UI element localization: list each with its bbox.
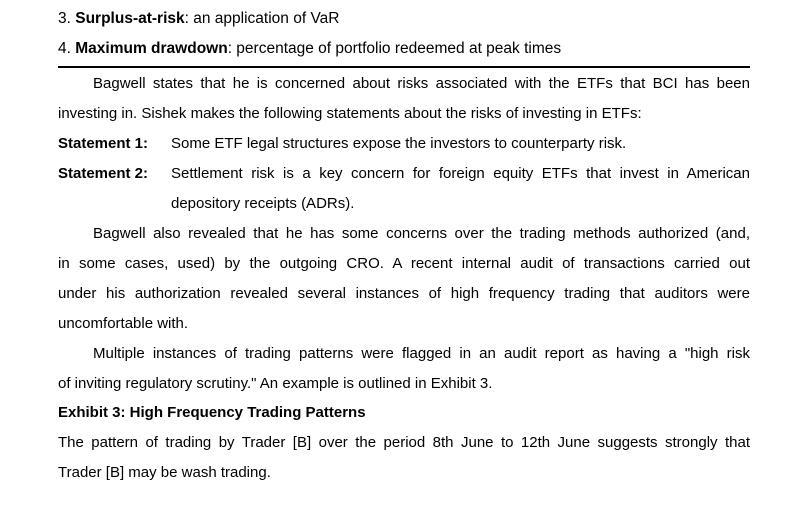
list-description: : percentage of portfolio redeemed at peak times xyxy=(227,40,562,57)
section-divider xyxy=(58,66,750,68)
paragraph-2-line-2: in some cases, used) by the outgoing CRO. A recent internal audit of transactions carried out xyxy=(58,255,750,272)
statement-label-colon: : xyxy=(143,165,149,182)
statement-1-label xyxy=(58,134,148,154)
statement-2-text-line-2: depository receipts (ADRs). xyxy=(171,195,355,212)
statement-2-text-line-1: Settlement risk is a key concern for foreign equity ETFs that invest in American xyxy=(171,165,750,182)
exhibit-text-line-2: Trader [B] may be wash trading. xyxy=(58,464,271,481)
list-number: 3. xyxy=(58,10,71,27)
list-term: Surplus-at-risk xyxy=(75,10,185,27)
exhibit-text-line-1: The pattern of trading by Trader [B] over the period 8th June to 12th June suggests strongly that xyxy=(58,434,750,451)
paragraph-3-line-2: of inviting regulatory scrutiny." An example is outlined in Exhibit 3. xyxy=(58,375,493,392)
paragraph-1-line-1: Bagwell states that he is concerned about risks associated with the ETFs that BCI has been xyxy=(93,75,750,92)
paragraph-2-line-1: Bagwell also revealed that he has some concerns over the trading methods authorized (and, xyxy=(93,225,750,242)
exhibit-title: Exhibit 3: High Frequency Trading Patterns xyxy=(58,404,366,421)
statement-label-colon: : xyxy=(143,135,149,152)
statement-label-text: Statement 1 xyxy=(58,135,144,152)
list-item-4 xyxy=(58,39,561,59)
list-term: Maximum drawdown xyxy=(75,40,228,57)
statement-2-label xyxy=(58,164,148,184)
list-description: : an application of VaR xyxy=(184,10,340,27)
paragraph-2-line-3: under his authorization revealed several instances of high frequency trading that auditors were xyxy=(58,285,750,302)
paragraph-2-line-4: uncomfortable with. xyxy=(58,315,189,332)
list-item-3 xyxy=(58,9,339,29)
statement-label-text: Statement 2 xyxy=(58,165,144,182)
statement-1-text: Some ETF legal structures expose the investors to counterparty risk. xyxy=(171,135,627,152)
list-number: 4. xyxy=(58,40,71,57)
paragraph-3-line-1: Multiple instances of trading patterns were flagged in an audit report as having a "high risk xyxy=(93,345,750,362)
paragraph-1-line-2: investing in. Sishek makes the following statements about the risks of investing in ETFs: xyxy=(58,105,642,122)
